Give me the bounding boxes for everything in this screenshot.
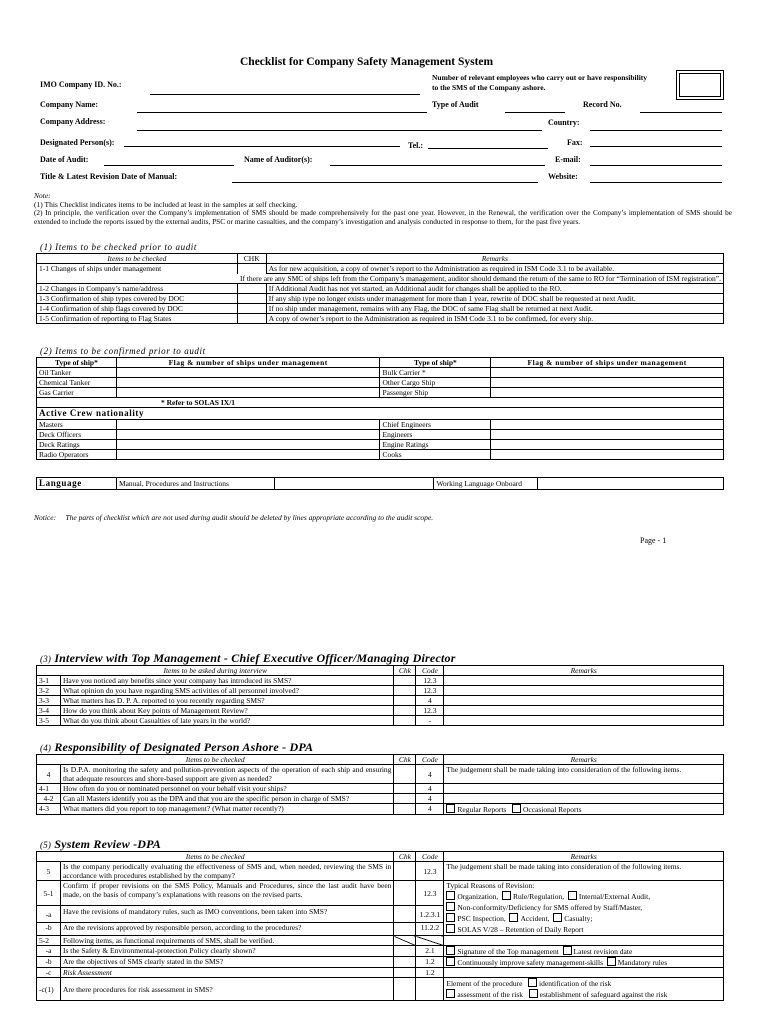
col-code: Code bbox=[416, 755, 444, 765]
section2-title: (2) Items to be confirmed prior to audit bbox=[40, 346, 206, 356]
working-language-label: Working Language Onboard bbox=[434, 478, 538, 490]
table-row bbox=[37, 936, 724, 946]
col-code: Code bbox=[416, 852, 444, 862]
table-row bbox=[37, 378, 724, 388]
remark-cell bbox=[444, 978, 724, 1001]
code-cell: - bbox=[416, 716, 444, 726]
manual-language-cell[interactable] bbox=[274, 478, 434, 490]
col-remarks: Remarks bbox=[444, 852, 724, 862]
chk-cell[interactable] bbox=[394, 686, 416, 696]
crew-role: Masters bbox=[37, 420, 117, 430]
occasional-reports-label: Occasional Reports bbox=[522, 805, 582, 814]
remark-cell[interactable] bbox=[444, 706, 724, 716]
rule-label: Rule/Regulation, bbox=[513, 892, 565, 901]
col-type: Type of ship* bbox=[37, 358, 117, 368]
section3-heading: Interview with Top Management - Chief Executive Officer/Managing Director bbox=[54, 651, 456, 665]
remark-cell[interactable] bbox=[444, 686, 724, 696]
table-row bbox=[37, 862, 724, 881]
nationality-cell[interactable] bbox=[116, 420, 380, 430]
ship-type: Passenger Ship bbox=[380, 388, 491, 398]
remark-cell bbox=[444, 804, 724, 815]
type-of-audit-line[interactable] bbox=[505, 112, 565, 113]
name-of-auditor-line[interactable] bbox=[330, 165, 545, 166]
chk-cell[interactable] bbox=[394, 906, 416, 922]
language-table bbox=[36, 477, 724, 490]
date-of-audit-label: Date of Audit: bbox=[40, 155, 89, 164]
item-cell: Are the objectives of SMS clearly stated in the SMS? bbox=[60, 957, 393, 968]
remark-cell: If any ship type no longer exists under management for more than 1 year, rewrite of DOC shall be requested at next Audit. bbox=[266, 294, 723, 304]
country-label: Country: bbox=[548, 118, 580, 127]
item-cell: How do you think about Key points of Management Review? bbox=[60, 706, 393, 716]
table-row bbox=[37, 676, 724, 686]
chk-cell[interactable] bbox=[394, 706, 416, 716]
section4-table bbox=[36, 754, 724, 815]
company-name-label: Company Name: bbox=[40, 100, 98, 109]
table-row bbox=[37, 274, 724, 284]
row-number: 3-1 bbox=[37, 676, 61, 686]
item-cell: What matters has D. P. A. reported to you recently regarding SMS? bbox=[60, 696, 393, 706]
chk-cell[interactable] bbox=[237, 264, 266, 274]
col-chk: Chk bbox=[394, 755, 416, 765]
remark-cell: As for new acquisition, a copy of owner’s report to the Administration as required in ISM Code 3.1 to be available. bbox=[266, 264, 723, 274]
section4-title bbox=[40, 740, 313, 755]
imo-line[interactable] bbox=[150, 94, 420, 95]
item-cell: Following items, as functional requirements of SMS, shall be verified. bbox=[60, 936, 393, 946]
row-number: -a bbox=[37, 946, 61, 957]
code-cell: 4 bbox=[416, 794, 444, 804]
item-cell: Are there procedures for risk assessment in SMS? bbox=[60, 978, 393, 1001]
solas-label: SOLAS V/28 – Retention of Daily Report bbox=[457, 925, 584, 934]
table-row bbox=[37, 696, 724, 706]
item-cell: Confirm if proper revisions on the SMS Policy, Manuals and Procedures, since the last audit have been made, on the basis of company’s explanations with reasons on the revised parts. bbox=[60, 881, 393, 906]
assessment-checkbox[interactable] bbox=[446, 989, 455, 998]
designated-person-label: Designated Person(s): bbox=[40, 138, 115, 147]
row-number: -b bbox=[37, 957, 61, 968]
flag-cell[interactable] bbox=[116, 378, 380, 388]
table-row bbox=[37, 440, 724, 450]
chk-cell[interactable] bbox=[394, 922, 416, 935]
chk-cell[interactable] bbox=[237, 304, 266, 314]
remark-cell: The judgement shall be made taking into consideration of the following items. bbox=[444, 765, 724, 784]
identification-label: identification of the risk bbox=[539, 979, 612, 988]
rule-checkbox[interactable] bbox=[502, 891, 511, 900]
nationality-cell[interactable] bbox=[116, 430, 380, 440]
nationality-cell[interactable] bbox=[491, 450, 724, 460]
remark-cell[interactable] bbox=[444, 968, 724, 978]
item-cell: 1-4 Confirmation of ship flags covered by DOC bbox=[37, 304, 238, 314]
row-number: 4-2 bbox=[37, 794, 61, 804]
company-address-label: Company Address: bbox=[40, 117, 106, 126]
section4-number: (4) bbox=[40, 743, 52, 753]
flag-cell[interactable] bbox=[116, 368, 380, 378]
flag-cell[interactable] bbox=[491, 368, 724, 378]
remark-cell bbox=[444, 946, 724, 957]
col-remarks: Remarks bbox=[266, 254, 723, 264]
remark-cell: If Additional Audit has not yet started, an Additional audit for changes shall be applied to the RO. bbox=[266, 284, 723, 294]
code-cell: 4 bbox=[416, 784, 444, 794]
record-no-line[interactable] bbox=[640, 112, 722, 113]
chk-cell[interactable] bbox=[394, 957, 416, 968]
table-row bbox=[37, 881, 724, 906]
employees-box[interactable] bbox=[676, 70, 724, 100]
table-row bbox=[37, 804, 724, 815]
record-no-label: Record No. bbox=[583, 100, 622, 109]
col-code: Code bbox=[416, 666, 444, 676]
remark-cell bbox=[444, 957, 724, 968]
ship-type: Other Cargo Ship bbox=[380, 378, 491, 388]
crew-role: Deck Officers bbox=[37, 430, 117, 440]
type-of-audit-label: Type of Audit bbox=[432, 100, 479, 109]
table-row bbox=[37, 368, 724, 378]
date-of-audit-line[interactable] bbox=[104, 165, 234, 166]
item-cell: Are the revisions approved by responsible person, according to the procedures? bbox=[60, 922, 393, 935]
remark-cell[interactable] bbox=[444, 794, 724, 804]
organization-label: Organization, bbox=[457, 892, 499, 901]
mandatory-rules-label: Mandatory rules bbox=[617, 958, 668, 967]
improve-skills-label: Continuously improve safety management-skills bbox=[457, 958, 603, 967]
ship-type: Bulk Carrier * bbox=[380, 368, 491, 378]
code-cell: 12.3 bbox=[416, 706, 444, 716]
section3-title bbox=[40, 651, 456, 666]
chk-cell[interactable] bbox=[237, 314, 266, 324]
code-cell: 12.3 bbox=[416, 862, 444, 881]
table-row bbox=[37, 420, 724, 430]
regular-reports-checkbox[interactable] bbox=[446, 804, 455, 813]
code-cell: 1.2 bbox=[416, 957, 444, 968]
crew-role: Deck Ratings bbox=[37, 440, 117, 450]
chk-cell[interactable] bbox=[394, 804, 416, 815]
item-cell: 1-3 Confirmation of ship types covered by DOC bbox=[37, 294, 238, 304]
section2-table bbox=[36, 357, 724, 460]
remark-cell[interactable] bbox=[444, 716, 724, 726]
imo-label: IMO Company ID. No.: bbox=[40, 80, 122, 89]
code-cell-disabled bbox=[416, 936, 444, 946]
row-number: -c bbox=[37, 968, 61, 978]
improve-skills-checkbox[interactable] bbox=[446, 957, 455, 966]
remark-cell: If no ship under management, remains with any Flag, the DOC of same Flag shall be returned at next Audit. bbox=[266, 304, 723, 314]
col-items: Items to be checked bbox=[37, 254, 238, 264]
item-cell: What do you think about Casualties of late years in the world? bbox=[60, 716, 393, 726]
remark-cell[interactable] bbox=[444, 676, 724, 686]
tel-line[interactable] bbox=[428, 148, 548, 149]
row-number: 3-3 bbox=[37, 696, 61, 706]
col-chk: Chk bbox=[394, 852, 416, 862]
fax-line[interactable] bbox=[590, 146, 722, 147]
nationality-cell[interactable] bbox=[491, 420, 724, 430]
nationality-cell[interactable] bbox=[116, 450, 380, 460]
table-row bbox=[37, 794, 724, 804]
table-row bbox=[37, 946, 724, 957]
title-revision-label: Title & Latest Revision Date of Manual: bbox=[40, 172, 178, 181]
table-row bbox=[37, 430, 724, 440]
row-number: 4 bbox=[37, 765, 61, 784]
section4-heading: Responsibility of Designated Person Ashore - DPA bbox=[54, 740, 314, 754]
col-flag: Flag & number of ships under management bbox=[116, 358, 380, 368]
col-remarks: Remarks bbox=[444, 666, 724, 676]
code-cell: 1.2 bbox=[416, 968, 444, 978]
chk-cell[interactable] bbox=[394, 676, 416, 686]
crew-role: Engineers bbox=[380, 430, 491, 440]
reasons-title: Typical Reasons of Revision: bbox=[446, 881, 535, 890]
col-items: Items to be asked during interview bbox=[37, 666, 394, 676]
tel-label: Tel.: bbox=[408, 141, 424, 150]
chk-cell[interactable] bbox=[394, 696, 416, 706]
ship-type: Chemical Tanker bbox=[37, 378, 117, 388]
item-cell: Is the Safety & Environmental-protection Policy clearly shown? bbox=[60, 946, 393, 957]
chk-cell[interactable] bbox=[394, 881, 416, 906]
item-cell: 1-5 Confirmation of reporting to Flag States bbox=[37, 314, 238, 324]
mandatory-rules-checkbox[interactable] bbox=[607, 957, 616, 966]
col-chk: CHK bbox=[237, 254, 266, 264]
table-row bbox=[37, 304, 724, 314]
row-number: 4-3 bbox=[37, 804, 61, 815]
row-number: 3-5 bbox=[37, 716, 61, 726]
note-line2: (2) In principle, the verification over the Company’s implementation of SMS should be made comprehensively for the past one year. However, in the Renewal, the verification over the Company’s implementation of SMS should be extended to include the reports issued by the external audits, PSC or marine casualties, and the company’s investigation and analysis conducted in response to them, for the past five years. bbox=[34, 208, 732, 226]
note-line1: (1) This Checklist indicates items to be included at least in the samples at self checking. bbox=[34, 200, 298, 209]
table-row bbox=[37, 706, 724, 716]
item-cell: How often do you or nominated personnel on your behalf visit your ships? bbox=[60, 784, 393, 794]
section5-heading: System Review -DPA bbox=[54, 837, 162, 851]
code-cell: 4 bbox=[416, 696, 444, 706]
code-cell: 11.2.2 bbox=[416, 922, 444, 935]
col-flag: Flag & number of ships under management bbox=[491, 358, 724, 368]
remark-cell[interactable] bbox=[444, 936, 724, 946]
chk-cell[interactable] bbox=[394, 765, 416, 784]
crew-role: Chief Engineers bbox=[380, 420, 491, 430]
code-cell: 4 bbox=[416, 765, 444, 784]
remark-cell: If there are any SMC of ships left from the Company’s management, auditor should demand the return of the same to RO for “Termination of ISM registration”. bbox=[37, 274, 724, 284]
assessment-label: assessment of the risk bbox=[457, 990, 524, 999]
procedure-element-label: Element of the procedure bbox=[446, 979, 523, 988]
internal-audit-label: Internal/External Audit, bbox=[578, 892, 651, 901]
row-number: 5 bbox=[37, 862, 61, 881]
flag-cell[interactable] bbox=[491, 388, 724, 398]
row-number: -a bbox=[37, 906, 61, 922]
col-items: Items to be checked bbox=[37, 755, 394, 765]
col-items: Items to be checked bbox=[37, 852, 394, 862]
title-revision-line[interactable] bbox=[232, 182, 538, 183]
item-cell: Can all Masters identify you as the DPA and that you are the specific person in charge of SMS? bbox=[60, 794, 393, 804]
table-row bbox=[37, 968, 724, 978]
chk-cell[interactable] bbox=[394, 862, 416, 881]
section3-number: (3) bbox=[40, 654, 52, 664]
table-row bbox=[37, 765, 724, 784]
crew-role: Cooks bbox=[380, 450, 491, 460]
email-line[interactable] bbox=[590, 165, 722, 166]
table-row bbox=[37, 388, 724, 398]
nonconformity-checkbox[interactable] bbox=[446, 902, 455, 911]
item-cell: What matters did you report to top management? (What matter recently?) bbox=[60, 804, 393, 815]
chk-cell[interactable] bbox=[394, 784, 416, 794]
item-cell: Have you noticed any benefits since your company has introduced its SMS? bbox=[60, 676, 393, 686]
chk-cell[interactable] bbox=[394, 794, 416, 804]
fax-label: Fax: bbox=[567, 138, 583, 147]
note-label: Note: bbox=[34, 191, 51, 200]
website-line[interactable] bbox=[590, 182, 722, 183]
col-remarks: Remarks bbox=[444, 755, 724, 765]
solas-ref: * Refer to SOLAS IX/1 bbox=[37, 398, 724, 408]
safeguard-checkbox[interactable] bbox=[529, 989, 538, 998]
item-cell: Is D.P.A. monitoring the safety and pollution-prevention aspects of the operation of each ship and ensuring that adequate resources and shore-based support are given as needed? bbox=[60, 765, 393, 784]
section1-table bbox=[36, 253, 724, 324]
table-row bbox=[37, 450, 724, 460]
name-of-auditor-label: Name of Auditor(s): bbox=[244, 155, 313, 164]
solas-checkbox[interactable] bbox=[446, 924, 455, 933]
item-cell: What opinion do you have regarding SMS activities of all personnel involved? bbox=[60, 686, 393, 696]
language-label: Language bbox=[37, 478, 117, 490]
company-address-line[interactable] bbox=[137, 130, 542, 131]
accident-checkbox[interactable] bbox=[509, 913, 518, 922]
company-name-line[interactable] bbox=[137, 112, 427, 113]
revision-date-checkbox[interactable] bbox=[563, 946, 572, 955]
row-number: 3-2 bbox=[37, 686, 61, 696]
crew-title: Active Crew nationality bbox=[37, 408, 724, 420]
nationality-cell[interactable] bbox=[116, 440, 380, 450]
organization-checkbox[interactable] bbox=[446, 891, 455, 900]
country-line[interactable] bbox=[590, 130, 722, 131]
psc-checkbox[interactable] bbox=[446, 913, 455, 922]
code-cell: 12.3 bbox=[416, 881, 444, 906]
table-row bbox=[37, 978, 724, 1001]
item-cell: Risk Assessment bbox=[60, 968, 393, 978]
nationality-cell[interactable] bbox=[491, 430, 724, 440]
designated-person-line[interactable] bbox=[124, 146, 400, 147]
casualty-label: Casualty; bbox=[564, 914, 593, 923]
ship-type: Oil Tanker bbox=[37, 368, 117, 378]
section1-title: (1) Items to be checked prior to audit bbox=[40, 242, 198, 252]
flag-cell[interactable] bbox=[491, 378, 724, 388]
employees-note: Number of relevant employees who carry out or have responsibility to the SMS of the Company ashore. bbox=[432, 73, 648, 92]
row-number: -b bbox=[37, 922, 61, 935]
row-number: 4-1 bbox=[37, 784, 61, 794]
code-cell: 12.3 bbox=[416, 676, 444, 686]
psc-label: PSC Inspection, bbox=[457, 914, 506, 923]
section5-title bbox=[40, 837, 161, 852]
code-cell: 12.3 bbox=[416, 686, 444, 696]
page-title: Checklist for Company Safety Management System bbox=[240, 56, 494, 68]
remark-cell: The judgement shall be made taking into consideration of the following items. bbox=[444, 862, 724, 881]
remark-cell[interactable] bbox=[444, 696, 724, 706]
chk-cell[interactable] bbox=[237, 294, 266, 304]
table-row bbox=[37, 957, 724, 968]
email-label: E-mail: bbox=[555, 155, 581, 164]
signature-label: Signature of the Top management bbox=[457, 947, 559, 956]
item-cell: Is the company periodically evaluating the effectiveness of SMS and, when needed, reviewing the SMS in accordance with procedures established by the company? bbox=[60, 862, 393, 881]
notice: Notice: The parts of checklist which are not used during audit should be deleted by lines appropriate according to the audit scope. bbox=[34, 513, 434, 522]
col-chk: Chk bbox=[394, 666, 416, 676]
item-cell: 1-1 Changes of ships under management bbox=[37, 264, 238, 274]
occasional-reports-checkbox[interactable] bbox=[512, 804, 521, 813]
working-language-cell[interactable] bbox=[538, 478, 724, 490]
nonconformity-label: Non-conformity/Deficiency for SMS offered by Staff/Master, bbox=[457, 903, 643, 912]
code-cell: 1.2.3.1 bbox=[416, 906, 444, 922]
chk-cell[interactable] bbox=[394, 946, 416, 957]
section3-table bbox=[36, 665, 724, 726]
remark-cell[interactable] bbox=[444, 784, 724, 794]
table-row bbox=[37, 784, 724, 794]
code-cell bbox=[416, 978, 444, 1001]
crew-role: Engine Ratings bbox=[380, 440, 491, 450]
chk-cell-disabled bbox=[394, 936, 416, 946]
table-row bbox=[37, 686, 724, 696]
crew-role: Radio Operators bbox=[37, 450, 117, 460]
row-number: -c(1) bbox=[37, 978, 61, 1001]
table-row bbox=[37, 294, 724, 304]
signature-checkbox[interactable] bbox=[446, 946, 455, 955]
row-number: 5-1 bbox=[37, 881, 61, 906]
code-cell: 4 bbox=[416, 804, 444, 815]
ship-type: Gas Carrier bbox=[37, 388, 117, 398]
flag-cell[interactable] bbox=[116, 388, 380, 398]
chk-cell[interactable] bbox=[394, 716, 416, 726]
row-number: 3-4 bbox=[37, 706, 61, 716]
col-type: Type of ship* bbox=[380, 358, 491, 368]
item-cell: Have the revisions of mandatory rules, such as IMO conventions, been taken into SMS? bbox=[60, 906, 393, 922]
nationality-cell[interactable] bbox=[491, 440, 724, 450]
chk-cell[interactable] bbox=[394, 968, 416, 978]
safeguard-label: establishment of safeguard against the risk bbox=[539, 990, 668, 999]
chk-cell[interactable] bbox=[394, 978, 416, 1001]
identification-checkbox[interactable] bbox=[528, 978, 537, 987]
section5-table bbox=[36, 851, 724, 1001]
section5-number: (5) bbox=[40, 840, 52, 850]
remark-cell: A copy of owner’s report to the Administration as required in ISM Code 3.1 to be confirmed, for every ship. bbox=[266, 314, 723, 324]
regular-reports-label: Regular Reports bbox=[457, 805, 507, 814]
accident-label: Accident, bbox=[520, 914, 550, 923]
code-cell: 2.1 bbox=[416, 946, 444, 957]
table-row bbox=[37, 284, 724, 294]
reasons-cell bbox=[444, 881, 724, 936]
revision-date-label: Latest revision date bbox=[573, 947, 633, 956]
casualty-checkbox[interactable] bbox=[553, 913, 562, 922]
row-number: 5-2 bbox=[37, 936, 61, 946]
manual-label: Manual, Procedures and Instructions bbox=[116, 478, 274, 490]
item-cell: 1-2 Changes in Company’s name/address bbox=[37, 284, 238, 294]
table-row bbox=[37, 716, 724, 726]
internal-audit-checkbox[interactable] bbox=[568, 891, 577, 900]
chk-cell[interactable] bbox=[237, 284, 266, 294]
page-number: Page - 1 bbox=[640, 536, 667, 545]
table-row bbox=[37, 314, 724, 324]
table-row bbox=[37, 264, 724, 274]
website-label: Website: bbox=[548, 172, 578, 181]
